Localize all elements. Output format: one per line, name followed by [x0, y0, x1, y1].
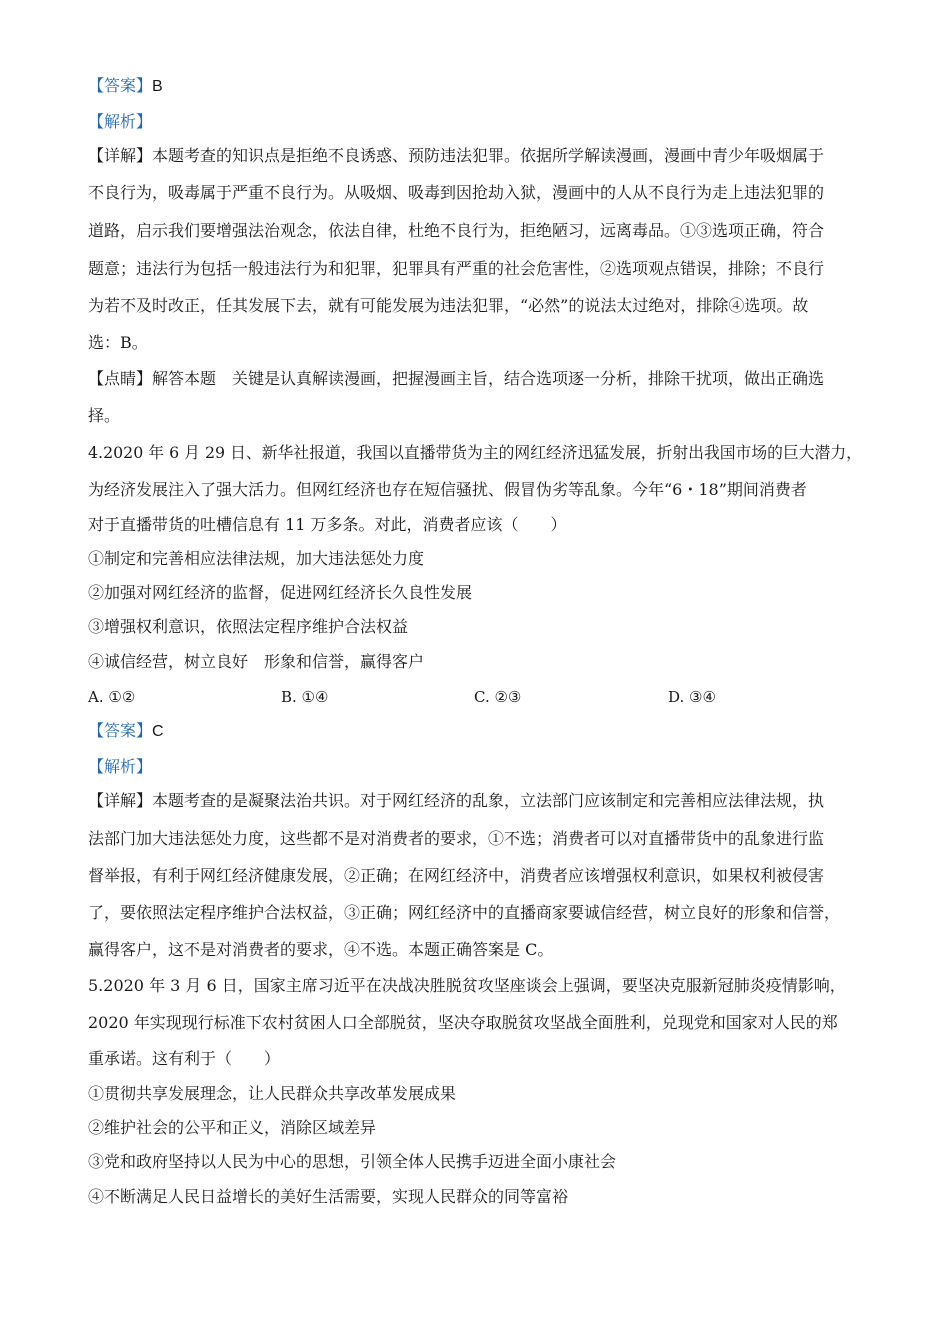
q4-statement-2: ②加强对网红经济的监督，促进网红经济长久良性发展 — [88, 583, 473, 602]
q3-detail-line-0 — [88, 146, 824, 166]
q4-analysis-tag: 【解析】 — [88, 757, 153, 776]
q4-answer-tag: 【答案】 — [88, 721, 153, 740]
q3-comment-text-0: 解答本题 关键是认真解读漫画，把握漫画主旨，结合选项逐一分析，排除干扰项，做出正确选 — [152, 369, 825, 388]
q4-statement-3: ③增强权利意识，依照法定程序维护合法权益 — [88, 617, 409, 636]
q3-detail-tag: 【详解】 — [88, 146, 153, 165]
q5-statement-2: ②维护社会的公平和正义，消除区域差异 — [88, 1118, 377, 1137]
q4-option-d: D. ③④ — [668, 688, 716, 706]
q5-stem-line-2: 重承诺。这有利于（ ） — [88, 1049, 281, 1068]
q4-stem-line-1: 为经济发展注入了强大活力。但网红经济也存在短信骚扰、假冒伪劣等乱象。今年“6・18”期间消费者 — [88, 480, 807, 499]
q3-detail-text-0: 本题考查的知识点是拒绝不良诱惑、预防违法犯罪。依据所学解读漫画，漫画中青少年吸烟属于 — [152, 146, 825, 165]
q3-comment-line-1: 择。 — [88, 406, 121, 425]
q3-analysis-tag: 【解析】 — [88, 112, 153, 131]
q4-option-a: A. ①② — [88, 688, 136, 706]
q3-detail-line-3: 题意；违法行为包括一般违法行为和犯罪，犯罪具有严重的社会危害性，②选项观点错误，排除；不良行 — [88, 259, 825, 278]
q4-statement-4: ④诚信经营，树立良好 形象和信誉，赢得客户 — [88, 652, 425, 671]
q3-answer-value: B — [152, 78, 163, 95]
q4-option-b: B. ①④ — [281, 688, 329, 706]
q5-stem-line-0: 5.2020 年 3 月 6 日，国家主席习近平在决战决胜脱贫攻坚座谈会上强调，要坚决克服新冠肺炎疫情影响， — [88, 976, 846, 995]
q3-detail-line-1: 不良行为，吸毒属于严重不良行为。从吸烟、吸毒到因抢劫入狱，漫画中的人从不良行为走上违法犯罪的 — [88, 183, 825, 202]
q5-statement-1: ①贯彻共享发展理念，让人民群众共享改革发展成果 — [88, 1084, 457, 1103]
q4-option-c: C. ②③ — [474, 688, 522, 706]
q4-detail-line-3: 了，要依照法定程序维护合法权益，③正确；网红经济中的直播商家要诚信经营，树立良好的形象和信誉， — [88, 903, 841, 922]
q3-comment-line-0 — [88, 369, 824, 389]
q5-statement-3: ③党和政府坚持以人民为中心的思想，引领全体人民携手迈进全面小康社会 — [88, 1152, 617, 1171]
q3-answer-tag: 【答案】 — [88, 76, 153, 95]
q3-detail-line-5: 选：B。 — [88, 333, 148, 352]
q4-detail-line-0 — [88, 791, 824, 811]
q4-answer-line — [88, 721, 164, 742]
q4-detail-line-2: 督举报，有利于网红经济健康发展，②正确；在网红经济中，消费者应该增强权利意识，如果权利被侵害 — [88, 866, 825, 885]
q3-detail-line-4: 为若不及时改正，任其发展下去，就有可能发展为违法犯罪，“必然”的说法太过绝对，排除④选项。故 — [88, 296, 809, 315]
q5-statement-4: ④不断满足人民日益增长的美好生活需要，实现人民群众的同等富裕 — [88, 1187, 569, 1206]
q4-detail-line-4: 赢得客户，这不是对消费者的要求，④不选。本题正确答案是 C。 — [88, 940, 554, 959]
q3-answer-line — [88, 76, 163, 97]
q3-detail-line-2: 道路，启示我们要增强法治观念，依法自律，杜绝不良行为，拒绝陋习，远离毒品。①③选项正确，符合 — [88, 221, 825, 240]
q4-stem-line-0: 4.2020 年 6 月 29 日、新华社报道，我国以直播带货为主的网红经济迅猛发展，折射出我国市场的巨大潜力， — [88, 443, 862, 462]
q3-comment-tag: 【点睛】 — [88, 369, 153, 388]
q5-stem-line-1: 2020 年实现现行标准下农村贫困人口全部脱贫，坚决夺取脱贫攻坚战全面胜利，兑现党和国家对人民的郑 — [88, 1013, 838, 1032]
q4-detail-text-0: 本题考查的是凝聚法治共识。对于网红经济的乱象，立法部门应该制定和完善相应法律法规，执 — [152, 791, 825, 810]
q4-detail-tag: 【详解】 — [88, 791, 153, 810]
q4-stem-line-2: 对于直播带货的吐槽信息有 11 万多条。对此，消费者应该（ ） — [88, 515, 567, 534]
q4-statement-1: ①制定和完善相应法律法规，加大违法惩处力度 — [88, 549, 425, 568]
q4-answer-value: C — [152, 723, 164, 740]
q4-detail-line-1: 法部门加大违法惩处力度，这些都不是对消费者的要求，①不选；消费者可以对直播带货中的乱象进行监 — [88, 829, 825, 848]
